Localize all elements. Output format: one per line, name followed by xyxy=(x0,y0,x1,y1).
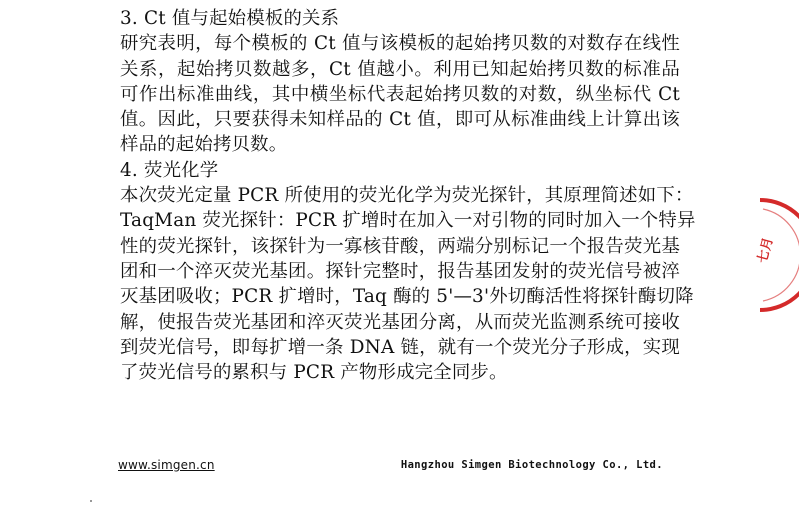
red-seal-stamp xyxy=(705,195,799,315)
text-line: 团和一个淬灭荧光基团。探针完整时，报告基团发射的荧光信号被淬 xyxy=(120,260,680,282)
text-line: 关系，起始拷贝数越多，Ct 值越小。利用已知起始拷贝数的标准品 xyxy=(120,58,680,80)
scan-speck xyxy=(90,500,92,502)
text-line: 可作出标准曲线，其中横坐标代表起始拷贝数的对数，纵坐标代 Ct xyxy=(120,83,680,105)
section-heading-ct-value: 3. Ct 值与起始模板的关系 xyxy=(120,8,340,29)
text-line: 到荧光信号，即每扩增一条 DNA 链，就有一个荧光分子形成，实现 xyxy=(120,336,680,358)
text-line: 性的荧光探针，该探针为一寡核苷酸，两端分别标记一个报告荧光基 xyxy=(120,235,680,257)
text-line: 值。因此，只要获得未知样品的 Ct 值，即可从标准曲线上计算出该 xyxy=(120,109,680,131)
seal-ring-outer xyxy=(760,200,799,310)
website-link[interactable]: www.simgen.cn xyxy=(118,458,215,472)
text-line: 解，使报告荧光基团和淬灭荧光基团分离，从而荧光监测系统可接收 xyxy=(120,311,680,333)
text-line: 了荧光信号的累积与 PCR 产物形成完全同步。 xyxy=(120,362,508,384)
text-line: 本次荧光定量 PCR 所使用的荧光化学为荧光探针，其原理简述如下： xyxy=(120,185,694,207)
text-line: TaqMan 荧光探针：PCR 扩增时在加入一对引物的同时加入一个特异 xyxy=(120,210,696,232)
document-body xyxy=(120,6,696,385)
text-line: 样品的起始拷贝数。 xyxy=(120,134,288,156)
text-line: 灭基团吸收；PCR 扩增时，Taq 酶的 5'—3'外切酶活性将探针酶切降 xyxy=(120,286,694,308)
company-name: Hangzhou Simgen Biotechnology Co., Ltd. xyxy=(400,459,663,471)
page-footer xyxy=(118,458,663,478)
text-line: 研究表明，每个模板的 Ct 值与该模板的起始拷贝数的对数存在线性 xyxy=(120,33,680,55)
seal-text: 七月 xyxy=(755,235,777,265)
seal-ring-inner xyxy=(763,209,799,301)
section-heading-fluorescence-chemistry: 4. 荧光化学 xyxy=(120,159,219,181)
